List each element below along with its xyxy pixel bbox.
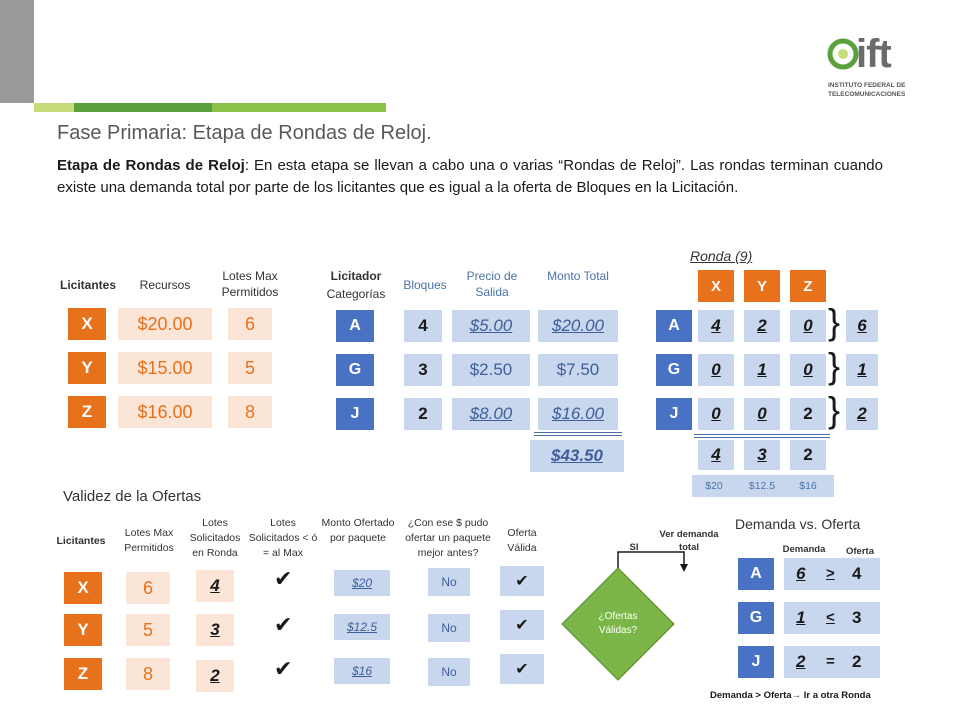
monto-a: $20.00	[538, 310, 618, 342]
round-total-y: 3	[744, 440, 780, 470]
val-pudo-y: No	[428, 614, 470, 642]
col-header-licitantes: Licitantes	[59, 278, 116, 292]
col-header-licitador: Licitador	[330, 269, 382, 283]
recursos-x: $20.00	[118, 308, 212, 340]
bloques-j: 2	[404, 398, 442, 430]
val-bidder-x: X	[64, 572, 102, 604]
round-cat-g: G	[656, 354, 692, 386]
recursos-y: $15.00	[118, 352, 212, 384]
sum-line-2	[534, 435, 622, 436]
demand-a: 6	[796, 564, 806, 583]
monto-j: $16.00	[538, 398, 618, 430]
demand-g: 1	[796, 608, 806, 627]
val-valida-x: ✔	[500, 566, 544, 596]
offer-a: 4	[852, 564, 862, 583]
round-col-x: X	[698, 270, 734, 302]
round-title: Ronda (9)	[690, 248, 753, 264]
check-icon: ✔	[274, 656, 293, 681]
col-header-categorias: Categorías	[326, 287, 386, 301]
logo-sub-2: TELECOMUNICACIONES	[828, 91, 906, 98]
round-j-x: 0	[698, 398, 734, 430]
arrow-right-icon: →	[791, 690, 802, 701]
round-brace-j: }	[828, 389, 841, 430]
col-header-monto: Monto Total	[547, 269, 609, 283]
intro-text: : En esta etapa se llevan a cabo una o varias “Rondas de Reloj”. Las rondas terminan cuando existe una demanda total por parte de los licitantes que es igual a la oferta de Bloques en la Licitación.	[57, 157, 883, 196]
logo-text: ift	[856, 32, 891, 76]
header-stripe-darkgreen	[74, 103, 212, 112]
check-icon: ✔	[274, 612, 293, 637]
round-j-z: 2	[790, 398, 826, 430]
precio-j: $8.00	[452, 398, 530, 430]
round-g-y: 1	[744, 354, 780, 386]
round-amount-y: $12.5	[748, 480, 776, 492]
round-sum-line-1	[694, 434, 830, 435]
offer-g: 3	[852, 608, 862, 627]
val-header-lotes-sol: Lotes Solicitados en Ronda	[189, 517, 241, 559]
precio-a: $5.00	[452, 310, 530, 342]
header-stripe-lightgreen	[212, 103, 386, 112]
round-g-x: 0	[698, 354, 734, 386]
val-header-licitantes: Licitantes	[56, 535, 106, 547]
round-sum-line-2	[694, 437, 830, 438]
precio-g: $2.50	[452, 354, 530, 386]
col-header-bloques: Bloques	[403, 278, 447, 292]
round-a-z: 0	[790, 310, 826, 342]
logo-sub-1: INSTITUTO FEDERAL DE	[828, 82, 906, 89]
demand-title: Demanda vs. Oferta	[735, 516, 861, 532]
round-col-z: Z	[790, 270, 826, 302]
round-total-x: 4	[698, 440, 734, 470]
category-j: J	[336, 398, 374, 430]
val-monto-x: $20	[334, 570, 390, 596]
lotes-max-z: 8	[228, 396, 272, 428]
val-max-x: 6	[126, 572, 170, 604]
demand-cat-a: A	[738, 558, 774, 590]
round-sum-g: 1	[846, 354, 878, 386]
monto-total: $43.50	[530, 440, 624, 472]
val-valida-y: ✔	[500, 610, 544, 640]
intro-paragraph	[57, 155, 883, 199]
col-header-recursos: Recursos	[139, 278, 191, 292]
val-pudo-z: No	[428, 658, 470, 686]
round-total-z: 2	[790, 440, 826, 470]
round-cat-a: A	[656, 310, 692, 342]
demand-j: 2	[796, 652, 806, 671]
val-sol-y: 3	[196, 614, 234, 646]
val-valida-z: ✔	[500, 654, 544, 684]
bidder-z: Z	[68, 396, 106, 428]
round-col-y: Y	[744, 270, 780, 302]
decision-si: SI	[629, 542, 639, 553]
demand-footer-text: Demanda > Oferta	[710, 690, 792, 701]
demand-footer-rest: Ir a otra Ronda	[801, 690, 871, 701]
demand-op-a: >	[826, 565, 835, 582]
decision-ver: Ver demanda total	[659, 529, 719, 553]
val-header-monto: Monto Ofertado por paquete	[321, 517, 395, 544]
val-bidder-y: Y	[64, 614, 102, 646]
val-max-y: 5	[126, 614, 170, 646]
val-monto-z: $16	[334, 658, 390, 684]
round-amount-z: $16	[799, 480, 817, 492]
monto-g: $7.50	[538, 354, 618, 386]
val-pudo-x: No	[428, 568, 470, 596]
sum-line-1	[534, 432, 622, 433]
check-icon: ✔	[274, 566, 293, 591]
round-amount-x: $20	[705, 480, 723, 492]
validity-title: Validez de la Ofertas	[63, 488, 202, 505]
val-monto-y: $12.5	[334, 614, 390, 640]
round-cat-j: J	[656, 398, 692, 430]
col-header-lotes-max: Lotes Max Permitidos	[221, 269, 279, 299]
demand-op-g: <	[826, 609, 835, 626]
val-header-lotes-sol2: Lotes Solicitados < ó = al Max	[248, 517, 318, 559]
round-g-z: 0	[790, 354, 826, 386]
val-header-valida: Oferta Válida	[507, 527, 537, 554]
lotes-max-x: 6	[228, 308, 272, 340]
round-sum-j: 2	[846, 398, 878, 430]
header-stripe-green	[34, 103, 74, 112]
demand-header-demanda: Demanda	[782, 544, 826, 555]
demand-op-j: =	[826, 653, 835, 670]
category-g: G	[336, 354, 374, 386]
bloques-g: 3	[404, 354, 442, 386]
intro-bold: Etapa de Rondas de Reloj	[57, 157, 245, 174]
demand-header-oferta: Oferta	[846, 546, 874, 557]
round-sum-a: 6	[846, 310, 878, 342]
bloques-a: 4	[404, 310, 442, 342]
left-gray-bar	[0, 0, 34, 103]
bidder-x: X	[68, 308, 106, 340]
round-a-x: 4	[698, 310, 734, 342]
val-header-pudo: ¿Con ese $ pudo ofertar un paquete mejor antes?	[405, 517, 491, 559]
demand-footer	[710, 690, 871, 701]
round-brace-g: }	[828, 345, 841, 386]
decision-label: ¿Ofertas Válidas?	[598, 611, 638, 636]
col-header-precio: Precio de Salida	[466, 269, 518, 299]
round-j-y: 0	[744, 398, 780, 430]
bidder-y: Y	[68, 352, 106, 384]
val-bidder-z: Z	[64, 658, 102, 690]
val-sol-x: 4	[196, 570, 234, 602]
page-title: Fase Primaria: Etapa de Rondas de Reloj.	[57, 122, 432, 144]
ift-logo	[826, 34, 926, 100]
demand-cat-j: J	[738, 646, 774, 678]
val-max-z: 8	[126, 658, 170, 690]
category-a: A	[336, 310, 374, 342]
arrow-head-icon	[680, 564, 688, 572]
val-header-lotes-max: Lotes Max Permitidos	[124, 527, 174, 554]
offer-j: 2	[852, 652, 862, 671]
recursos-z: $16.00	[118, 396, 212, 428]
round-a-y: 2	[744, 310, 780, 342]
val-sol-z: 2	[196, 660, 234, 692]
round-brace-a: }	[828, 301, 841, 342]
demand-cat-g: G	[738, 602, 774, 634]
lotes-max-y: 5	[228, 352, 272, 384]
